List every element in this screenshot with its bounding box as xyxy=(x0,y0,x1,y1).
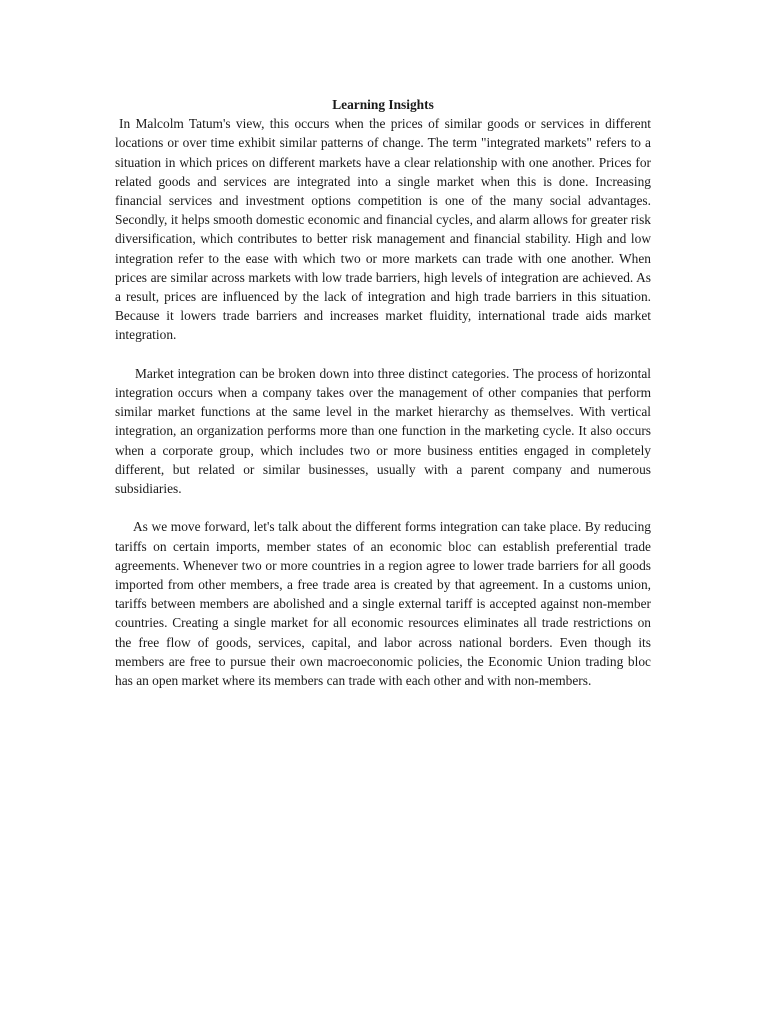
document-title: Learning Insights xyxy=(332,97,434,112)
paragraph-1: In Malcolm Tatum's view, this occurs when the prices of similar goods or services in different locations or over time exhibit similar patterns of change. The term "integrated markets" refers to a situation in which prices on different markets have a clear relationship with one another. Prices for related goods and services are integrated into a single market when this is done. Increasing financial services and investment options competition is one of the many social advantages. Secondly, it helps smooth domestic economic and financial cycles, and alarm allows for greater risk diversification, which contributes to better risk management and financial stability. High and low integration refer to the ease with which two or more markets can trade with one another. When prices are similar across markets with low trade barriers, high levels of integration are achieved. As a result, prices are influenced by the lack of integration and high trade barriers in this situation. Because it lowers trade barriers and increases market fluidity, international trade aids market integration. xyxy=(115,116,651,343)
paragraph-3: As we move forward, let's talk about the different forms integration can take place. By reducing tariffs on certain imports, member states of an economic bloc can establish preferential trade agreements. Whenever two or more countries in a region agree to lower trade barriers for all goods imported from other members, a free trade area is created by that agreement. In a customs union, tariffs between members are abolished and a single external tariff is accepted against non-member countries. Creating a single market for all economic resources eliminates all trade restrictions on the free flow of goods, services, capital, and labor across national borders. Even though its members are free to pursue their own macroeconomic policies, the Economic Union trading bloc has an open market where its members can trade with each other and with non-members. xyxy=(115,519,651,689)
paragraph-2: Market integration can be broken down into three distinct categories. The process of horizontal integration occurs when a company takes over the management of other companies that perform similar market functions at the same level in the market hierarchy as themselves. With vertical integration, an organization performs more than one function in the marketing cycle. It also occurs when a corporate group, which includes two or more business entities engaged in completely different, but related or similar businesses, usually with a parent company and numerous subsidiaries. xyxy=(115,365,651,497)
document-page xyxy=(115,95,651,690)
